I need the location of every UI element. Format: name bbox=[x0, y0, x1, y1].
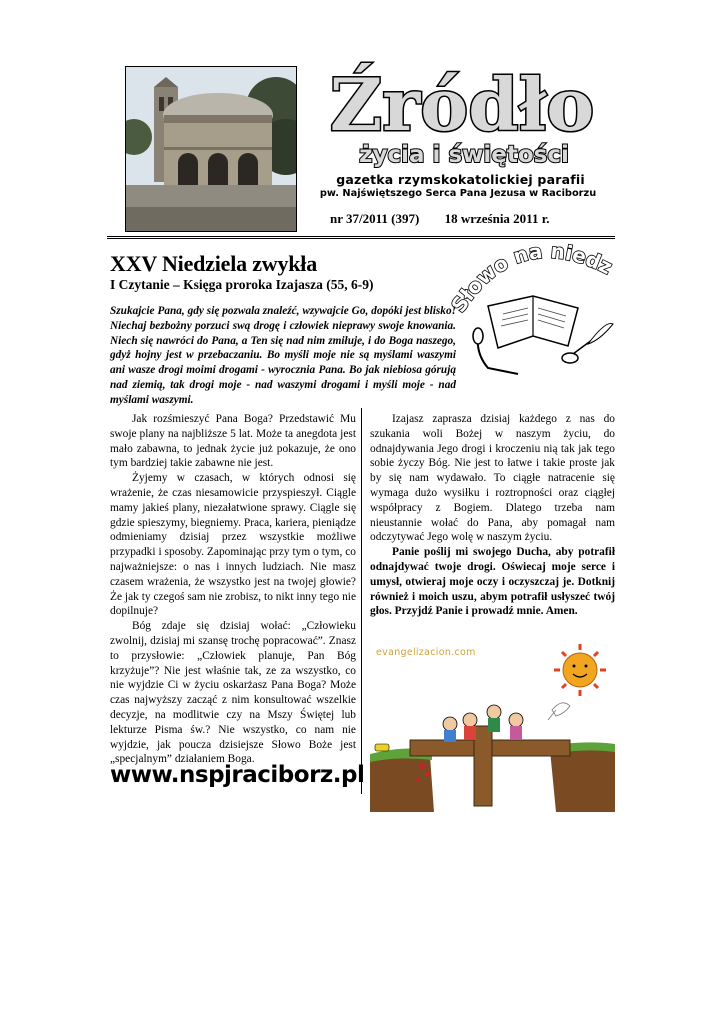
reading-reference: I Czytanie – Księga proroka Izajasza (55, 6-9) bbox=[110, 277, 374, 292]
right-column bbox=[370, 412, 615, 619]
column-divider bbox=[361, 408, 362, 794]
website-link[interactable]: www.nspjraciborz.pl bbox=[110, 762, 365, 788]
masthead-subtitle bbox=[312, 132, 612, 174]
paper-address: pw. Najświętszego Serca Pana Jezusa w Raciborzu bbox=[319, 188, 597, 199]
issue-info bbox=[330, 211, 610, 227]
logo-text: Słowo na niedz bbox=[448, 238, 617, 317]
paper-name: gazetka rzymskokatolickiej parafii bbox=[336, 172, 585, 187]
masthead-title-text: Źródło bbox=[329, 62, 595, 147]
church-photo bbox=[125, 66, 297, 232]
issue-number: nr 37/2011 (397) bbox=[330, 211, 420, 226]
left-paragraph-3: Bóg zdaje się dzisiaj wołać: „Człowieku zwolnij, dzisiaj mi szansę trochę popracować”. Znasz to przysłowie: „Człowiek planuje, Pan Bóg krzyżuje”? Nie jest właśnie tak, ze za wszystko, co nie wyjdzie Ci w życiu oskarżasz Pana Boga? Może czas najwyższy zacząć z nim konsultować wszelkie decyzje, na modlitwie czy na Mszy Świętej lub lekturze Pisma św.? Nie wszystko, co nam nie wyjdzie, jak poucza dzisiejsze Słowo Boże jest „specjalnym” działaniem Boga. bbox=[110, 620, 356, 766]
open-book-icon bbox=[488, 296, 578, 348]
scripture-reading: Szukajcie Pana, gdy się pozwala znaleźć, wzywajcie Go, dopóki jest blisko! Niechaj bezbożny porzuci swą drogę i człowiek nieprawy swoje knowania. Niech się nawróci do Pana, a Ten się nad nim zmiłuje, i do Boga naszego, gdyż hojny jest w przebaczaniu. Bo myśli moje nie są myślami waszymi ani wasze drogi moimi drogami - wyrocznia Pana. Bo jak niebiosa górują nad ziemią, tak drogi moje - nad waszymi drogami i myśli moje - nad myślami waszymi. bbox=[110, 305, 456, 406]
masthead-subtitle-text: życia i świętości bbox=[359, 142, 569, 168]
left-paragraph-2: Żyjemy w czasach, w których odnosi się wrażenie, że czas niesamowicie przyspieszył. Ciągle mamy jakieś plany, niezałatwione sprawy. Ciągle się gdzie spieszymy, biegniemy. Praca, kariera, pieniądze odmieniamy dzisiaj przez wszystkie możliwe przypadki i sposoby. Zapominając przy tym o tym, co najważniejsze: o nas i innych ludziach. Nie masz czasem wrażenia, że wszystko jest na twojej głowie? Że jak ty czegoś sam nie zrobisz, to nikt inny tego nie dopilnuje? bbox=[110, 472, 356, 618]
left-paragraph-1: Jak rozśmieszyć Pana Boga? Przedstawić Mu swoje plany na najbliższe 5 lat. Może ta anegdota jest mało zabawna, to jednak życie już pokazuje, że ono tym bardziej takie zabawne nie jest. bbox=[110, 413, 356, 470]
slowo-na-niedziele-logo bbox=[448, 236, 618, 381]
page-title: XXV Niedziela zwykła bbox=[110, 251, 318, 276]
issue-date: 18 września 2011 r. bbox=[444, 211, 550, 226]
left-column bbox=[110, 412, 356, 767]
image-credit: evangelizacion.com bbox=[376, 647, 476, 658]
right-paragraph-1: Izajasz zaprasza dzisiaj każdego z nas do szukania woli Bożej w naszym życiu, do odnajdywania Jego drogi i kroczeniu nią tak jak tego sobie życzy Bóg. Nie jest to łatwe i takie proste jak by się nam wydawało. To ciągłe natracenie się wymaga dużo wysiłku i roztropności oraz ciągłej współpracy z Bogiem. Dlatego trzeba nam nieustannie wołać do Pana, aby pomagał nam odczytywać Jego wolę w naszym życiu. bbox=[370, 413, 615, 544]
cross-bridge-illustration bbox=[370, 640, 615, 812]
prayer: Panie poślij mi swojego Ducha, aby potrafił odnajdywać twoje drogi. Oświecaj moje serce i umysł, otwieraj moje oczy i oczyszczaj je. Dotknij również i moich uszu, abym potrafił usłyszeć twój głos. Przyjdź Panie i prowadź mnie. Amen. bbox=[370, 546, 615, 618]
